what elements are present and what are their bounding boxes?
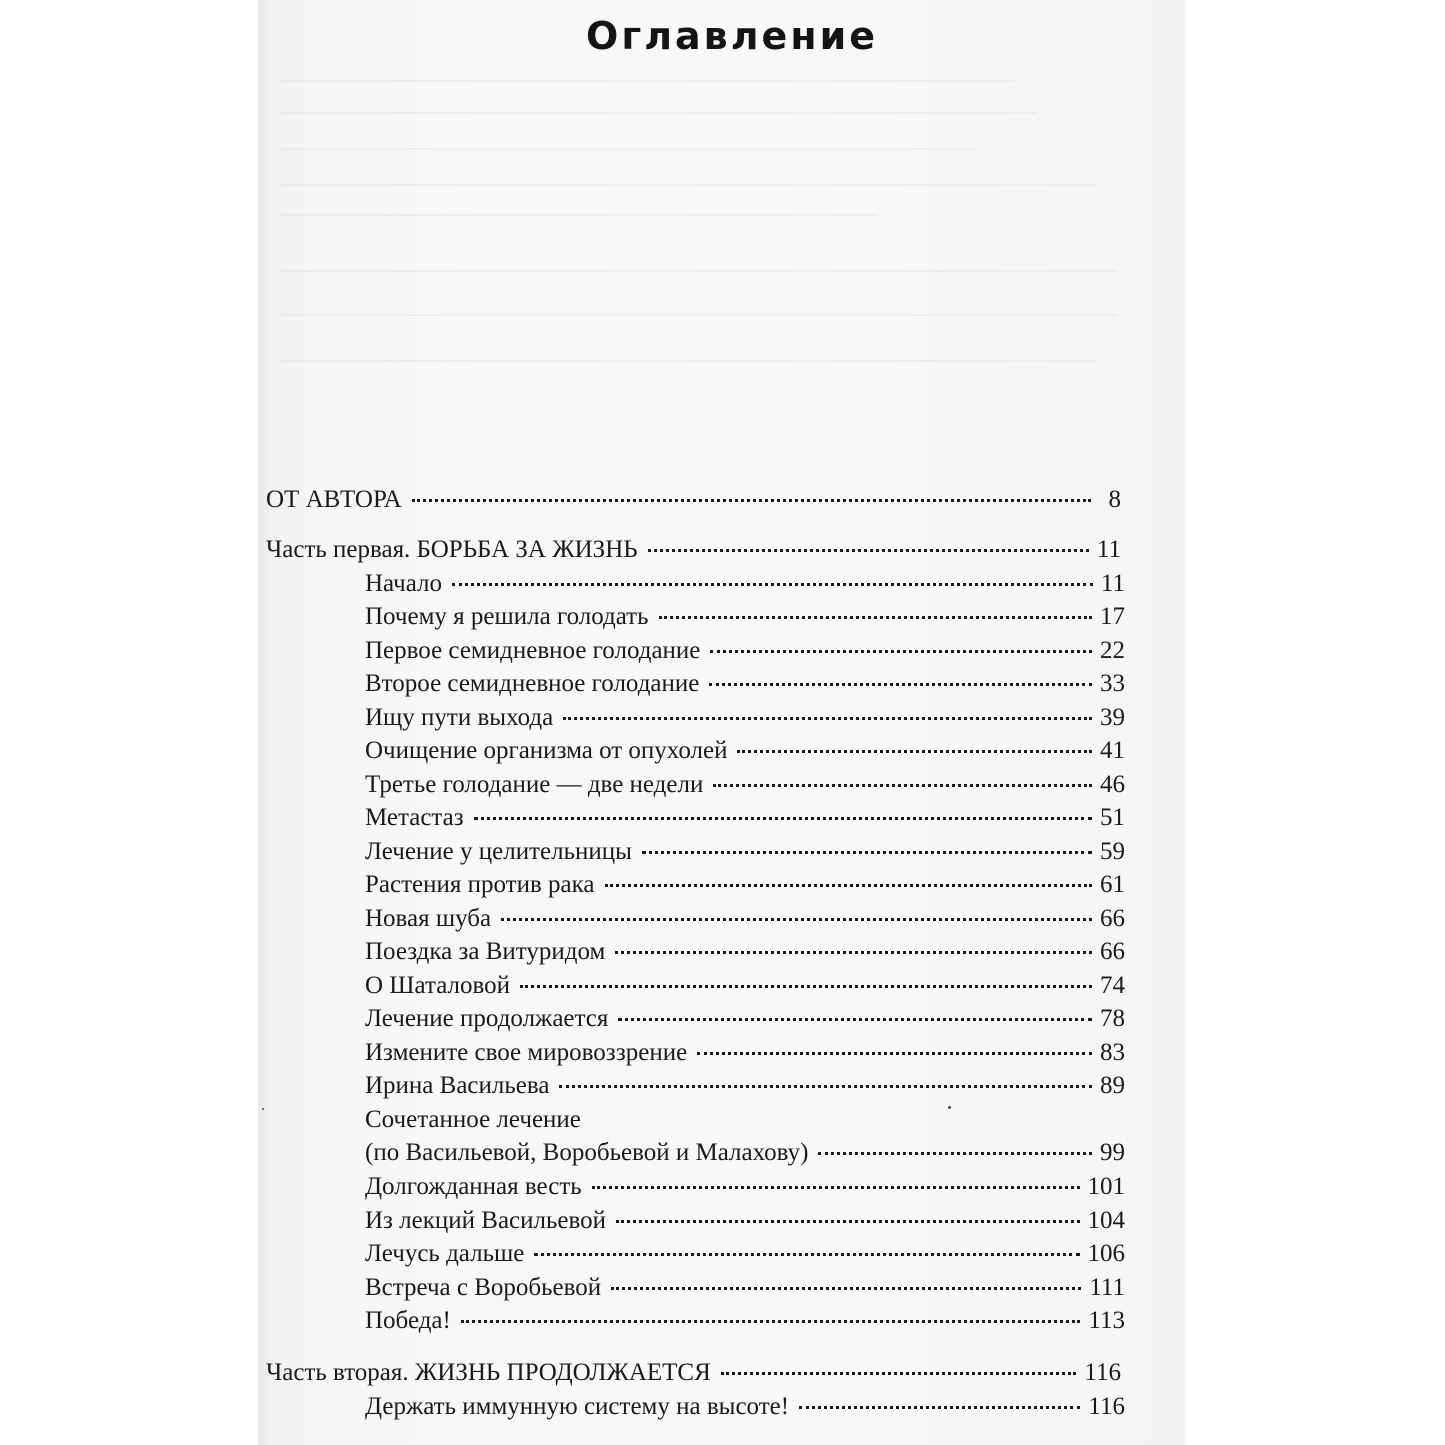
table-of-contents [258,0,1186,1445]
toc-entry-title: Первое семидневное голодание [365,637,701,664]
dot-leader [452,583,1093,586]
toc-entry-title: Очищение организма от опухолей [365,737,728,764]
toc-entry [365,870,1125,900]
toc-entry-page: 83 [1100,1039,1125,1066]
toc-entry [365,1172,1125,1202]
toc-entry-page: 89 [1100,1072,1125,1099]
toc-entry-title: Поездка за Витуридом [365,938,606,965]
toc-entry [365,703,1125,733]
toc-entry-page: 78 [1100,1005,1125,1032]
toc-entry [266,535,1121,565]
dot-leader [534,1253,1079,1256]
dot-leader [737,750,1092,753]
toc-entry [266,485,1121,515]
toc-entry [365,1273,1125,1303]
toc-entry-title: Второе семидневное голодание [365,670,700,697]
toc-entry-title: Почему я решила голодать [365,603,649,630]
toc-entry [365,837,1125,867]
dot-leader [501,918,1092,921]
toc-entry-page: 11 [1100,570,1125,597]
dot-leader [605,884,1093,887]
dot-leader [412,499,1091,502]
toc-entry-page: 46 [1100,771,1125,798]
print-speck [262,1108,264,1110]
toc-entry-title: Из лекций Васильевой [365,1207,607,1234]
toc-entry [365,904,1125,934]
toc-entry-page: 22 [1100,637,1125,664]
toc-entry-title: Измените свое мировоззрение [365,1039,688,1066]
print-speck [948,1106,951,1109]
toc-entry-title: Ищу пути выхода [365,704,554,731]
toc-entry [365,602,1125,632]
toc-entry [365,1004,1125,1034]
toc-entry-page: 66 [1100,905,1125,932]
toc-entry [365,1206,1125,1236]
toc-entry-title: ОТ АВТОРА [266,486,402,513]
toc-entry-page: 99 [1100,1139,1125,1166]
toc-entry-page: 11 [1096,536,1121,563]
toc-entry-page: 59 [1100,838,1125,865]
toc-entry-title: Третье голодание — две недели [365,771,704,798]
dot-leader [563,717,1092,720]
dot-leader [721,1372,1077,1375]
toc-entry [365,1138,1125,1168]
toc-entry-page: 116 [1084,1359,1121,1386]
dot-leader [615,951,1092,954]
page-title: Оглавление [586,14,878,58]
toc-entry-title: Ирина Васильева [365,1072,550,1099]
toc-entry-title: Победа! [365,1307,451,1334]
dot-leader [818,1152,1092,1155]
toc-entry [365,1392,1125,1422]
book-page [258,0,1186,1445]
dot-leader [709,683,1092,686]
toc-entry-page: 104 [1087,1207,1125,1234]
dot-leader [559,1085,1092,1088]
toc-entry-page: 101 [1087,1173,1125,1200]
toc-entry [365,1105,1125,1135]
toc-entry-title: Встреча с Воробьевой [365,1274,602,1301]
dot-leader [648,549,1089,552]
toc-entry-page: 8 [1108,486,1121,513]
dot-leader [710,650,1092,653]
toc-entry [365,1071,1125,1101]
toc-entry-title: Метастаз [365,804,464,831]
toc-entry-title: Часть вторая. ЖИЗНЬ ПРОДОЛЖАЕТСЯ [266,1359,711,1386]
toc-entry-page: 106 [1087,1240,1125,1267]
dot-leader [592,1186,1080,1189]
toc-entry [365,1239,1125,1269]
toc-entry-title: Сочетанное лечение [365,1106,581,1133]
toc-entry-title: Растения против рака [365,871,595,898]
toc-entry-page: 116 [1088,1393,1125,1420]
toc-entry-title: Лечение у целительницы [365,838,632,865]
dot-leader [520,985,1092,988]
dot-leader [461,1320,1081,1323]
toc-entry [365,1038,1125,1068]
toc-entry-page: 33 [1100,670,1125,697]
toc-entry [365,770,1125,800]
toc-entry-title: Лечусь дальше [365,1240,525,1267]
toc-entry-title: Лечение продолжается [365,1005,609,1032]
toc-entry [365,971,1125,1001]
toc-entry [266,1358,1121,1388]
toc-entry-title: О Шаталовой [365,972,511,999]
toc-entry-title: Держать иммунную систему на высоте! [365,1393,790,1420]
dot-leader [474,817,1092,820]
toc-entry-page: 17 [1100,603,1125,630]
toc-entry-title: Долгожданная весть [365,1173,582,1200]
toc-entry-page: 61 [1100,871,1125,898]
toc-entry-page: 41 [1100,737,1125,764]
dot-leader [697,1052,1092,1055]
dot-leader [618,1018,1092,1021]
dot-leader [799,1406,1080,1409]
toc-entry [365,803,1125,833]
toc-entry-title: Часть первая. БОРЬБА ЗА ЖИЗНЬ [266,536,638,563]
dot-leader [659,616,1093,619]
toc-entry-title: Начало [365,570,443,597]
toc-entry-page: 51 [1100,804,1125,831]
dot-leader [616,1220,1079,1223]
dot-leader [611,1287,1081,1290]
toc-entry-page: 39 [1100,704,1125,731]
toc-entry [365,1306,1125,1336]
toc-entry-title: (по Васильевой, Воробьевой и Малахову) [365,1139,809,1166]
toc-entry [365,937,1125,967]
dot-leader [713,784,1092,787]
toc-entry-page: 113 [1088,1307,1125,1334]
toc-entry-page: 74 [1100,972,1125,999]
toc-entry [365,736,1125,766]
toc-entry [365,636,1125,666]
toc-entry-page: 111 [1089,1274,1125,1301]
toc-entry [365,669,1125,699]
toc-entry-title: Новая шуба [365,905,492,932]
toc-entry-page: 66 [1100,938,1125,965]
toc-entry [365,569,1125,599]
dot-leader [642,851,1092,854]
